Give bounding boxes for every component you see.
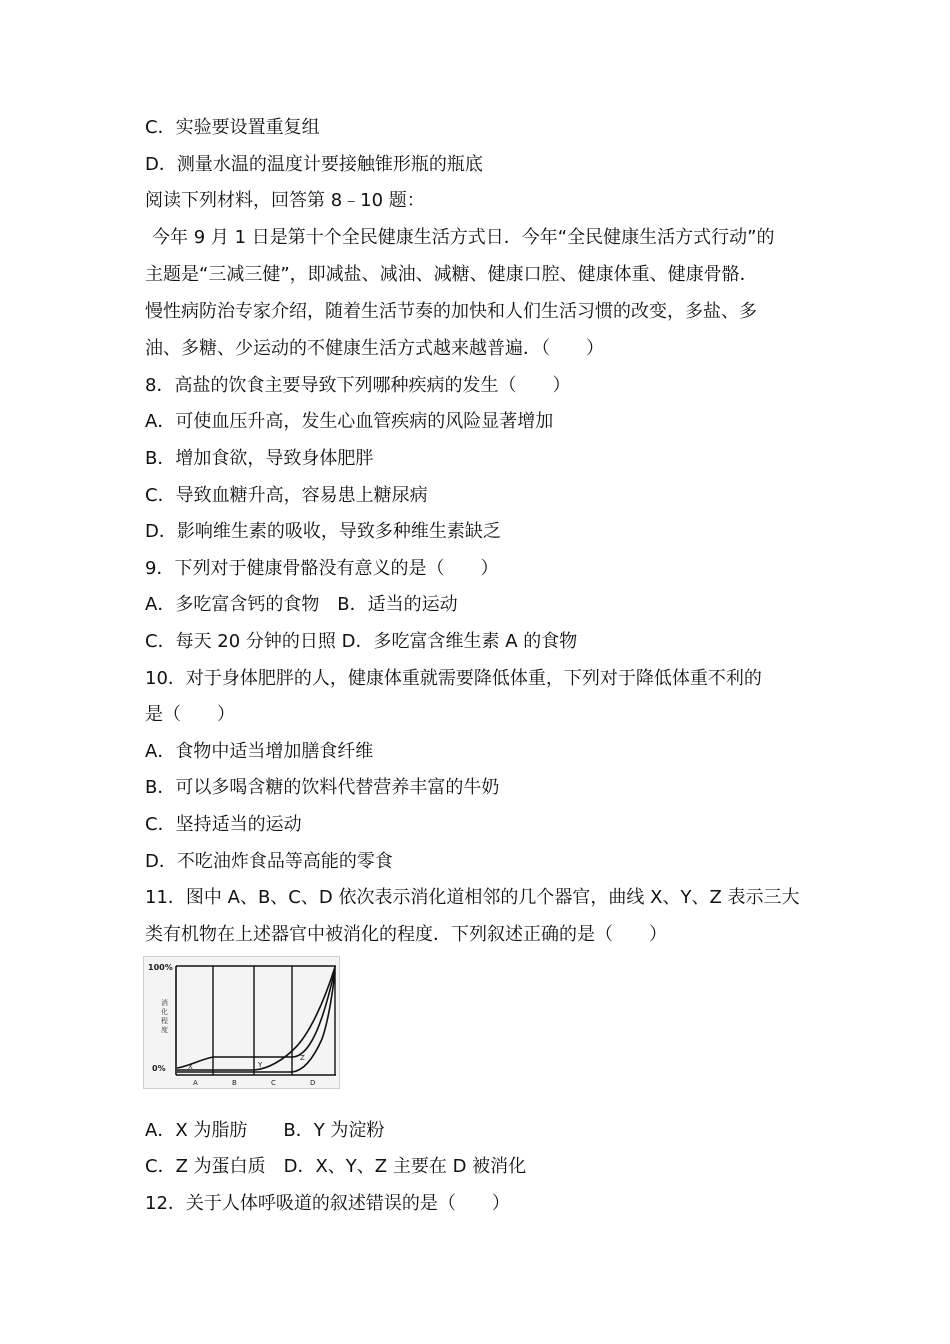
q11-options-ab: A．X 为脂肪 B．Y 为淀粉 — [145, 1120, 385, 1141]
option-c-q7: C．实验要设置重复组 — [145, 117, 320, 138]
passage-line-4: 油、多糖、少运动的不健康生活方式越来越普遍．（ ） — [145, 338, 604, 359]
y-bottom-label: 0% — [152, 1064, 166, 1073]
question-10: 10．对于身体肥胖的人，健康体重就需要降低体重，下列对于降低体重不利的 — [145, 668, 762, 689]
question-9: 9．下列对于健康骨骼没有意义的是（ ） — [145, 558, 499, 579]
reading-instruction: 阅读下列材料，回答第 8﹣10 题： — [145, 190, 425, 211]
q8-option-b: B．增加食欲，导致身体肥胖 — [145, 448, 374, 469]
question-11: 11．图中 A、B、C、D 依次表示消化道相邻的几个器官，曲线 X、Y、Z 表示三大 — [145, 887, 800, 908]
q8-option-d: D．影响维生素的吸收，导致多种维生素缺乏 — [145, 521, 501, 542]
q9-options-ab: A．多吃富含钙的食物 B．适当的运动 — [145, 594, 458, 615]
passage-line-1: 今年 9 月 1 日是第十个全民健康生活方式日．今年“全民健康生活方式行动”的 — [152, 227, 775, 248]
curve-y-label: Y — [258, 1061, 263, 1069]
y-axis-char-3: 程 — [161, 1017, 168, 1025]
option-d-q7: D．测量水温的温度计要接触锥形瓶的瓶底 — [145, 154, 483, 175]
q10-option-b: B．可以多喝含糖的饮料代替营养丰富的牛奶 — [145, 777, 500, 798]
y-top-label: 100% — [148, 963, 173, 972]
q8-option-a: A．可使血压升高，发生心血管疾病的风险显著增加 — [145, 411, 554, 432]
q10-option-a: A．食物中适当增加膳食纤维 — [145, 741, 374, 762]
q8-option-c: C．导致血糖升高，容易患上糖尿病 — [145, 485, 428, 506]
organ-b-label: B — [232, 1079, 237, 1087]
curve-x-label: X — [188, 1063, 193, 1071]
q10-option-c: C．坚持适当的运动 — [145, 814, 302, 835]
y-axis-char-1: 消 — [161, 999, 168, 1007]
organ-a-label: A — [193, 1079, 198, 1087]
curve-x — [177, 969, 335, 1068]
organ-d-label: D — [310, 1079, 316, 1087]
q10-option-d: D．不吃油炸食品等高能的零食 — [145, 851, 393, 872]
passage-line-3: 慢性病防治专家介绍，随着生活节奏的加快和人们生活习惯的改变，多盐、多 — [145, 301, 757, 322]
q11-options-cd: C．Z 为蛋白质 D．X、Y、Z 主要在 D 被消化 — [145, 1156, 527, 1177]
digestion-curve-figure — [143, 956, 340, 1089]
y-axis-char-2: 化 — [161, 1008, 168, 1016]
curve-z-label: Z — [300, 1054, 305, 1062]
q9-options-cd: C．每天 20 分钟的日照 D．多吃富含维生素 A 的食物 — [145, 631, 578, 652]
passage-line-2: 主题是“三减三健”，即减盐、减油、减糖、健康口腔、健康体重、健康骨骼． — [145, 264, 758, 285]
organ-c-label: C — [271, 1079, 276, 1087]
question-10-cont: 是（ ） — [145, 704, 235, 725]
curve-y — [177, 967, 335, 1070]
question-11-cont: 类有机物在上述器官中被消化的程度．下列叙述正确的是（ ） — [145, 924, 667, 945]
question-8: 8．高盐的饮食主要导致下列哪种疾病的发生（ ） — [145, 375, 571, 396]
y-axis-char-4: 度 — [161, 1026, 168, 1034]
question-12: 12．关于人体呼吸道的叙述错误的是（ ） — [145, 1193, 510, 1214]
